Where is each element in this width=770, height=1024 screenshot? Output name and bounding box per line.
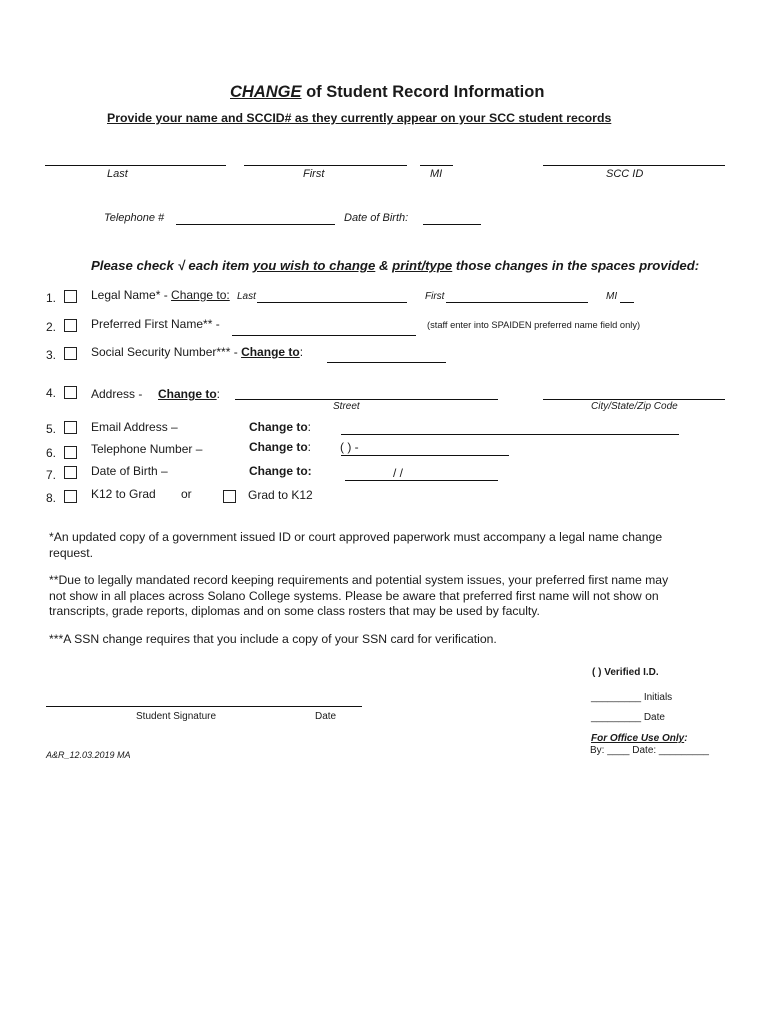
first-label: First xyxy=(303,168,325,180)
k12-to-grad-checkbox[interactable] xyxy=(64,490,77,503)
note-3-line-1: ***A SSN change requires that you include a copy of your SSN card for verification. xyxy=(49,632,497,646)
initials-field: _________ Initials xyxy=(591,692,673,703)
staff-note: (staff enter into SPAIDEN preferred name field only) xyxy=(427,320,641,330)
phone-mask: ( ) - xyxy=(340,440,359,454)
telephone-line[interactable] xyxy=(176,224,335,225)
note-1-line-2: request. xyxy=(49,545,94,560)
city-label: City/State/Zip Code xyxy=(591,401,678,412)
telephone-change-to-text: Change to xyxy=(249,440,308,454)
email-colon: : xyxy=(307,420,312,434)
address-colon: : xyxy=(216,387,221,401)
email-line[interactable] xyxy=(341,434,679,435)
telephone-change-line[interactable] xyxy=(341,455,509,456)
page-title xyxy=(230,83,544,102)
note-preferred-name xyxy=(49,573,689,620)
ssn-colon: : xyxy=(299,345,304,359)
legal-name-checkbox[interactable] xyxy=(64,290,77,303)
email-change-to-text: Change to xyxy=(249,420,308,434)
instruction-part-d: print/type xyxy=(392,258,453,273)
dob-change-to: Change to: xyxy=(249,464,312,478)
dob-checkbox[interactable] xyxy=(64,466,77,479)
telephone-label: Telephone # xyxy=(104,212,165,224)
mi-line[interactable] xyxy=(420,165,453,166)
address-checkbox[interactable] xyxy=(64,386,77,399)
item-number-5: 5. xyxy=(46,422,57,436)
instruction xyxy=(91,258,699,273)
office-by-date: By: ____ Date: _________ xyxy=(590,745,709,756)
ssn-text: Social Security Number*** - xyxy=(91,345,242,359)
street-label: Street xyxy=(333,401,360,412)
legal-name-label xyxy=(91,288,230,302)
telephone-colon: : xyxy=(307,440,312,454)
dob-line[interactable] xyxy=(423,224,481,225)
instruction-part-b: you wish to change xyxy=(252,258,376,273)
legal-name-change-to: Change to: xyxy=(171,288,230,302)
item-number-1: 1. xyxy=(46,291,57,305)
note-1-line-1: *An updated copy of a government issued ID or court approved paperwork must accompany a legal name change xyxy=(49,530,663,544)
dob-change-line[interactable] xyxy=(345,480,498,481)
mi-label: MI xyxy=(430,168,443,180)
title-rest: of Student Record Information xyxy=(301,83,545,101)
date-mask: / / xyxy=(393,466,404,480)
sccid-label: SCC ID xyxy=(606,168,644,180)
dob-change-label: Date of Birth – xyxy=(91,464,168,478)
dob-label: Date of Birth: xyxy=(344,212,409,224)
telephone-checkbox[interactable] xyxy=(64,446,77,459)
preferred-name-label: Preferred First Name** - xyxy=(91,317,220,331)
office-use-text: For Office Use Only xyxy=(591,733,685,744)
or-label: or xyxy=(181,487,192,501)
telephone-change-to xyxy=(249,440,311,454)
item-number-2: 2. xyxy=(46,320,57,334)
preferred-name-checkbox[interactable] xyxy=(64,319,77,332)
street-line[interactable] xyxy=(235,399,498,400)
last-name-line[interactable] xyxy=(45,165,226,166)
page-subtitle: Provide your name and SCCID# as they currently appear on your SCC student records xyxy=(107,111,612,125)
legal-name-text: Legal Name* - xyxy=(91,288,172,302)
signature-date-label: Date xyxy=(315,711,337,722)
instruction-part-e: those changes in the spaces provided: xyxy=(452,258,700,273)
item-number-7: 7. xyxy=(46,468,57,482)
ssn-change-to: Change to xyxy=(241,345,300,359)
item-number-3: 3. xyxy=(46,348,57,362)
email-label: Email Address – xyxy=(91,420,178,434)
grad-to-k12-checkbox[interactable] xyxy=(223,490,236,503)
verified-id: ( ) Verified I.D. xyxy=(592,667,659,678)
student-signature-label: Student Signature xyxy=(136,711,217,722)
office-use-heading xyxy=(591,733,688,744)
note-2-line-1: **Due to legally mandated record keeping requirements and potential system issues, your preferred first name may xyxy=(49,573,669,587)
legal-mi-line[interactable] xyxy=(620,302,634,303)
email-checkbox[interactable] xyxy=(64,421,77,434)
ssn-label xyxy=(91,345,303,359)
note-2-line-2: not show in all places across Solano College systems. Please be aware that preferred first name will not show on xyxy=(49,588,659,603)
last-label: Last xyxy=(107,168,128,180)
note-ssn xyxy=(49,632,689,648)
sccid-line[interactable] xyxy=(543,165,725,166)
legal-first-label: First xyxy=(425,291,445,302)
form-code: A&R_12.03.2019 MA xyxy=(46,750,131,760)
office-use-colon: : xyxy=(684,733,688,744)
address-label: Address - xyxy=(91,387,143,401)
instruction-part-a: Please check √ each item xyxy=(91,258,253,273)
preferred-name-line[interactable] xyxy=(232,335,416,336)
email-change-to xyxy=(249,420,311,434)
ssn-line[interactable] xyxy=(327,362,446,363)
city-line[interactable] xyxy=(543,399,725,400)
legal-last-label: Last xyxy=(237,291,256,302)
office-date-field: _________ Date xyxy=(591,712,665,723)
legal-mi-label: MI xyxy=(606,291,618,302)
legal-last-line[interactable] xyxy=(257,302,407,303)
legal-first-line[interactable] xyxy=(446,302,588,303)
note-2-line-3: transcripts, grade reports, diplomas and on some class rosters that may be used by faculty. xyxy=(49,604,540,618)
ssn-checkbox[interactable] xyxy=(64,347,77,360)
item-number-8: 8. xyxy=(46,491,57,505)
grad-to-k12-label: Grad to K12 xyxy=(248,488,313,502)
first-name-line[interactable] xyxy=(244,165,407,166)
item-number-4: 4. xyxy=(46,386,57,400)
note-legal-name xyxy=(49,530,689,561)
item-number-6: 6. xyxy=(46,446,57,460)
signature-line[interactable] xyxy=(46,706,362,707)
k12-to-grad-label: K12 to Grad xyxy=(91,487,156,501)
telephone-change-label: Telephone Number – xyxy=(91,442,203,456)
address-change-to xyxy=(158,387,220,401)
title-change-word: CHANGE xyxy=(230,83,302,101)
instruction-part-c: & xyxy=(375,258,393,273)
address-change-to-text: Change to xyxy=(158,387,217,401)
